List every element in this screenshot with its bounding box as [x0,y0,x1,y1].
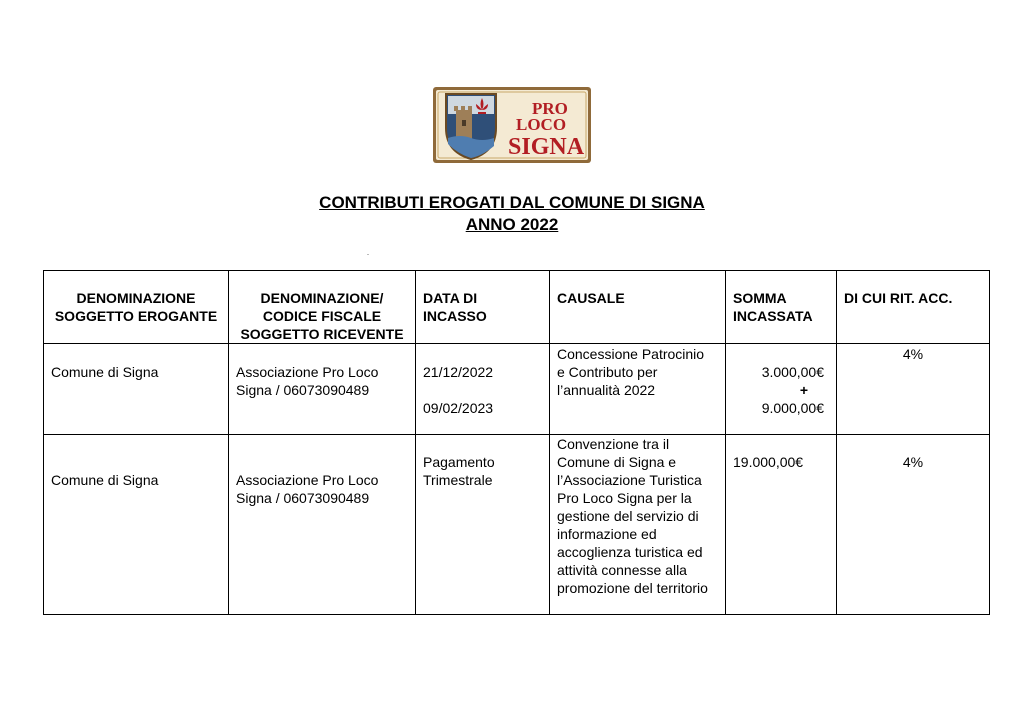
cell-data-incasso [416,344,550,435]
cell-text: Convenzione tra il [557,436,670,452]
cell-text: Comune di Signa e [557,454,677,470]
document-title: CONTRIBUTI EROGATI DAL COMUNE DI SIGNA [319,193,705,212]
header-text: DENOMINAZIONE/ [260,290,384,306]
cell-text: Pro Loco Signa per la [557,490,692,506]
header-text: INCASSATA [733,308,813,324]
stray-mark [367,254,369,255]
cell-ricevente [229,344,416,435]
cell-ritenuta [837,344,990,435]
logo-text-pro: PRO [532,99,568,118]
header-text: INCASSO [423,308,487,324]
cell-text: 4% [902,454,924,470]
cell-text: l’annualità 2022 [557,382,656,398]
cell-text: 21/12/2022 [423,364,494,380]
pro-loco-signa-logo [432,86,592,164]
cell-text: promozione del territorio [557,580,708,596]
cell-text: e Contributo per [557,364,658,380]
cell-erogante [44,344,229,435]
header-text: DENOMINAZIONE [76,290,196,306]
header-ricevente [229,271,416,344]
header-text: SOGGETTO RICEVENTE [240,326,404,342]
cell-somma [726,435,837,615]
cell-text: Pagamento [423,454,495,470]
cell-text: Associazione Pro Loco [236,364,379,380]
cell-data-incasso [416,435,550,615]
cell-text: Signa / 06073090489 [236,382,370,398]
table-row [44,435,990,615]
cell-erogante [44,435,229,615]
cell-text: attività connesse alla [557,562,687,578]
header-text: DI CUI RIT. ACC. [844,290,953,306]
header-text: CODICE FISCALE [262,308,382,324]
cell-text: 9.000,00€ [761,400,824,416]
header-data-incasso [416,271,550,344]
cell-ricevente [229,435,416,615]
cell-text: 09/02/2023 [423,400,494,416]
cell-text: Comune di Signa [51,472,159,488]
cell-text: accoglienza turistica ed [557,544,703,560]
cell-somma [726,344,837,435]
cell-text: 3.000,00€ [761,364,824,380]
cell-causale [550,344,726,435]
cell-ritenuta [837,435,990,615]
contributions-table [43,270,990,615]
cell-text: Trimestrale [423,472,493,488]
cell-text: Concessione Patrocinio [557,346,705,362]
cell-text: 19.000,00€ [733,454,804,470]
cell-text: informazione ed [557,526,657,542]
header-erogante [44,271,229,344]
cell-text: 4% [902,346,924,362]
header-somma-incassata [726,271,837,344]
header-text: CAUSALE [557,290,625,306]
table-header-row [44,271,990,344]
cell-text: Associazione Pro Loco [236,472,379,488]
cell-text: gestione del servizio di [557,508,699,524]
logo-text-loco: LOCO [516,115,567,134]
header-causale [550,271,726,344]
document-year: ANNO 2022 [465,215,559,234]
cell-text: Comune di Signa [51,364,159,380]
header-text: SOGGETTO EROGANTE [54,308,218,324]
logo-text-signa: SIGNA [508,134,585,160]
table-row [44,344,990,435]
cell-text: l’Associazione Turistica [557,472,702,488]
header-text: DATA DI [423,290,478,306]
header-text: SOMMA [733,290,787,306]
cell-text: + [799,382,808,398]
header-ritenuta [837,271,990,344]
cell-causale [550,435,726,615]
cell-text: Signa / 06073090489 [236,490,370,506]
